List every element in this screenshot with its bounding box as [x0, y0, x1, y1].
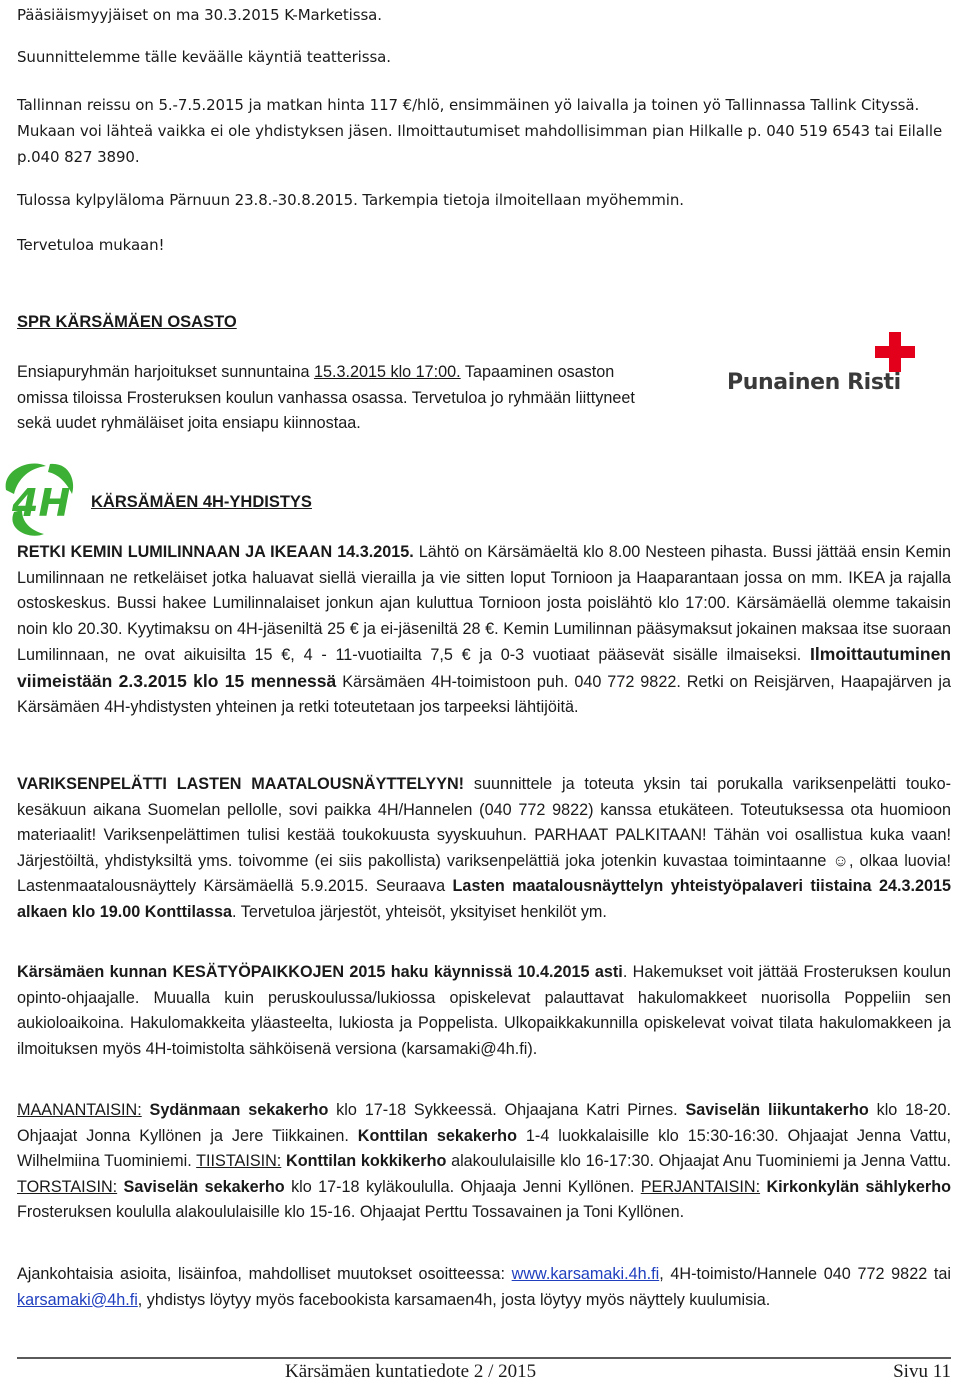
club-floorball: Kirkonkylän sählykerho: [766, 1177, 951, 1196]
monday-label: MAANANTAISIN:: [17, 1101, 142, 1119]
scarecrow-text-b: . Tervetuloa järjestöt, yhteisöt, yksityiset henkilöt ym.: [232, 902, 607, 921]
tuesday-label: TIISTAISIN:: [196, 1152, 282, 1170]
spr-text-a: Ensiapuryhmän harjoitukset sunnuntaina: [17, 363, 314, 381]
club-sydanmaa: Sydänmaan sekakerho: [149, 1101, 329, 1119]
footer-title: Kärsämäen kuntatiedote 2 / 2015: [285, 1361, 537, 1382]
svg-text:4H: 4H: [12, 481, 71, 525]
page-footer: [17, 1357, 951, 1387]
thursday-label: TORSTAISIN:: [17, 1177, 118, 1196]
summer-jobs-title: Kärsämäen kunnan KESÄTYÖPAIKKOJEN 2015 haku käynnissä 10.4.2015 asti: [17, 963, 623, 981]
club-saviselka-mixed: Saviselän sekakerho: [123, 1177, 285, 1196]
summer-jobs-paragraph: [17, 960, 951, 1062]
clubs-paragraph: [17, 1098, 951, 1226]
fourh-heading: KÄRSÄMÄEN 4H-YHDISTYS: [91, 493, 312, 511]
club-text: Frosteruksen koululla alakoululaisille klo 15-16. Ohjaajat Perttu Tossavainen ja Toni Kyllönen.: [17, 1203, 685, 1221]
website-link[interactable]: www.karsamaki.4h.fi: [511, 1265, 660, 1283]
club-text: 1-4 luokkalaisille klo 15:30-16:30. Ohjaajat Jenna Vattu, Wilhelmiina Tuominiemi.: [17, 1126, 951, 1170]
scarecrow-text-a: suunnittele ja toteuta yksin tai porukalla variksenpelätti touko-kesäkuun aikana Suomelan pellolle, sovi paikka 4H/Hannelen (040 772 9822) kanssa etukäteen. Toteutuksessa ota huomioon materiaalit! Variksenpelättimen tulisi kestää toukokuusta syyskuuhun. PARHAAT PALKITAAN! Tähän voi osallistua kuka vaan! Järjestöiltä, yhdistyksiltä yms. toivomme (ei siis pakollista) variksenpelättiä joka jotenkin kuvastaa toimintaanne ☺, olkaa luovia! Lastenmaatalousnäyttely Kärsämäellä 5.9.2015. Seuraava: [17, 775, 951, 895]
trip-title: RETKI KEMIN LUMILINNAAN JA IKEAAN 14.3.2015.: [17, 543, 414, 561]
friday-label: PERJANTAISIN:: [640, 1177, 761, 1196]
club-text: alakoululaisille klo 16-17:30. Ohjaajat Anu Tuominiemi ja Jenna Vattu.: [446, 1152, 952, 1170]
easter-sale-line: Pääsiäismyyjäiset on ma 30.3.2015 K-Marketissa.: [17, 6, 382, 24]
email-link[interactable]: karsamaki@4h.fi: [17, 1290, 138, 1309]
club-text: klo 18-20. Ohjaajat Jonna Kyllönen ja Jere Tiikkainen.: [17, 1101, 952, 1145]
contact-text-c: , yhdistys löytyy myös facebookista karsamaen4h, josta löytyy myös näyttely kuulumisia.: [137, 1290, 771, 1309]
red-cross-logo-text: Punainen Risti: [727, 370, 901, 395]
club-text: klo 17-18 Sykkeessä. Ohjaajana Katri Pirnes.: [328, 1101, 686, 1119]
spr-date: 15.3.2015 klo 17:00.: [313, 363, 461, 381]
parnu-line: Tulossa kylpyläloma Pärnuun 23.8.-30.8.2015. Tarkempia tietoja ilmoitellaan myöhemmin.: [17, 191, 684, 209]
spr-heading: SPR KÄRSÄMÄEN OSASTO: [17, 313, 237, 331]
club-saviselka-sport: Saviselän liikuntakerho: [685, 1101, 869, 1119]
spr-paragraph: [17, 360, 667, 437]
clover-4h-logo: [0, 460, 76, 540]
club-konttila-cooking: Konttilan kokkikerho: [286, 1152, 447, 1170]
summer-jobs-text: . Hakemukset voit jättää Frosteruksen koulun opinto-ohjaajalle. Muualla kuin peruskoulussa/lukiossa opiskelevat palauttavat hakulomakkeet nuorisolla Poppeliin sen aukioloaikoina. Hakulomakkeita yläasteelta, lukiosta ja Poppelista. Ulkopaikkakunnilla opiskelevat voivat tilata hakulomakkeen ja ilmoituksen myös 4H-toimistolta sähköisenä versiona (karsamaki@4h.fi).: [17, 963, 951, 1058]
page-number: Sivu 11: [893, 1361, 951, 1382]
trip-text-b: Kärsämäen 4H-toimistoon puh. 040 772 9822. Retki on Reisjärven, Haapajärven ja Kärsämäen 4H-yhdistysten yhteinen ja retki toteutetaan jos tarpeeksi lähtijöitä.: [17, 672, 951, 716]
trip-deadline: Ilmoittautuminen viimeistään 2.3.2015 klo 15 mennessä: [17, 644, 951, 691]
red-cross-icon-bar: [875, 346, 915, 358]
trip-text-a: Lähtö on Kärsämäeltä klo 8.00 Nesteen pihasta. Bussi jättää ensin Kemin Lumilinnaan ne retkeläiset jotka haluavat siellä vierailla ja vie sitten loput Tornioon ja Haaparantaan jossa on mm. IKEA ja rajalla ostoskeskus. Bussi hakee Lumilinnalaiset jonkun ajan kuluttua Tornioon josta poislähtö klo 17:00. Kärsämäellä olemme takaisin noin klo 20.30. Kyytimaksu on 4H-jäseniltä 25 € ja ei-jäseniltä 28 €. Kemin Lumilinnan pääsymaksut jokainen maksaa itse suoraan Lumilinnaan, ne ovat aikuisilta 15 €, 4 - 11-vuotiailta 7,5 € ja 0-3 vuotiaat pääsevät sisälle ilmaiseksi.: [17, 543, 952, 664]
theatre-line: Suunnittelemme tälle keväälle käyntiä teatterissa.: [17, 48, 391, 66]
welcome-line: Tervetuloa mukaan!: [17, 236, 165, 254]
spr-text-b: Tapaaminen osaston omissa tiloissa Frosteruksen koulun vanhassa osassa. Tervetuloa jo ryhmään liittyneet sekä uudet ryhmäläiset joita ensiapu kiinnostaa.: [17, 363, 635, 432]
red-cross-logo: [727, 328, 932, 398]
contact-text-b: , 4H-toimisto/Hannele 040 772 9822 tai: [659, 1265, 951, 1283]
scarecrow-title: VARIKSENPELÄTTI LASTEN MAATALOUSNÄYTTELYYN!: [17, 775, 465, 793]
trip-paragraph: [17, 540, 951, 721]
club-konttila-mixed: Konttilan sekakerho: [357, 1126, 517, 1145]
scarecrow-meeting: Lasten maatalousnäyttelyn yhteistyöpalaveri tiistaina 24.3.2015 alkaen klo 19.00 Konttilassa: [17, 877, 951, 921]
club-text: klo 17-18 kyläkoululla. Ohjaaja Jenni Kyllönen.: [284, 1177, 641, 1196]
tallinn-trip-paragraph: Tallinnan reissu on 5.-7.5.2015 ja matkan hinta 117 €/hlö, ensimmäinen yö laivalla ja toinen yö Tallinnassa Tallink Cityssä. Mukaan voi lähteä vaikka ei ole yhdistyksen jäsen. Ilmoittautumiset mahdollisimman pian Hilkalle p. 040 519 6543 tai Eilalle p.040 827 3890.: [17, 96, 943, 166]
contact-text-a: Ajankohtaisia asioita, lisäinfoa, mahdolliset muutokset osoitteessa:: [17, 1265, 512, 1283]
contact-paragraph: [17, 1262, 951, 1313]
scarecrow-paragraph: [17, 772, 951, 925]
